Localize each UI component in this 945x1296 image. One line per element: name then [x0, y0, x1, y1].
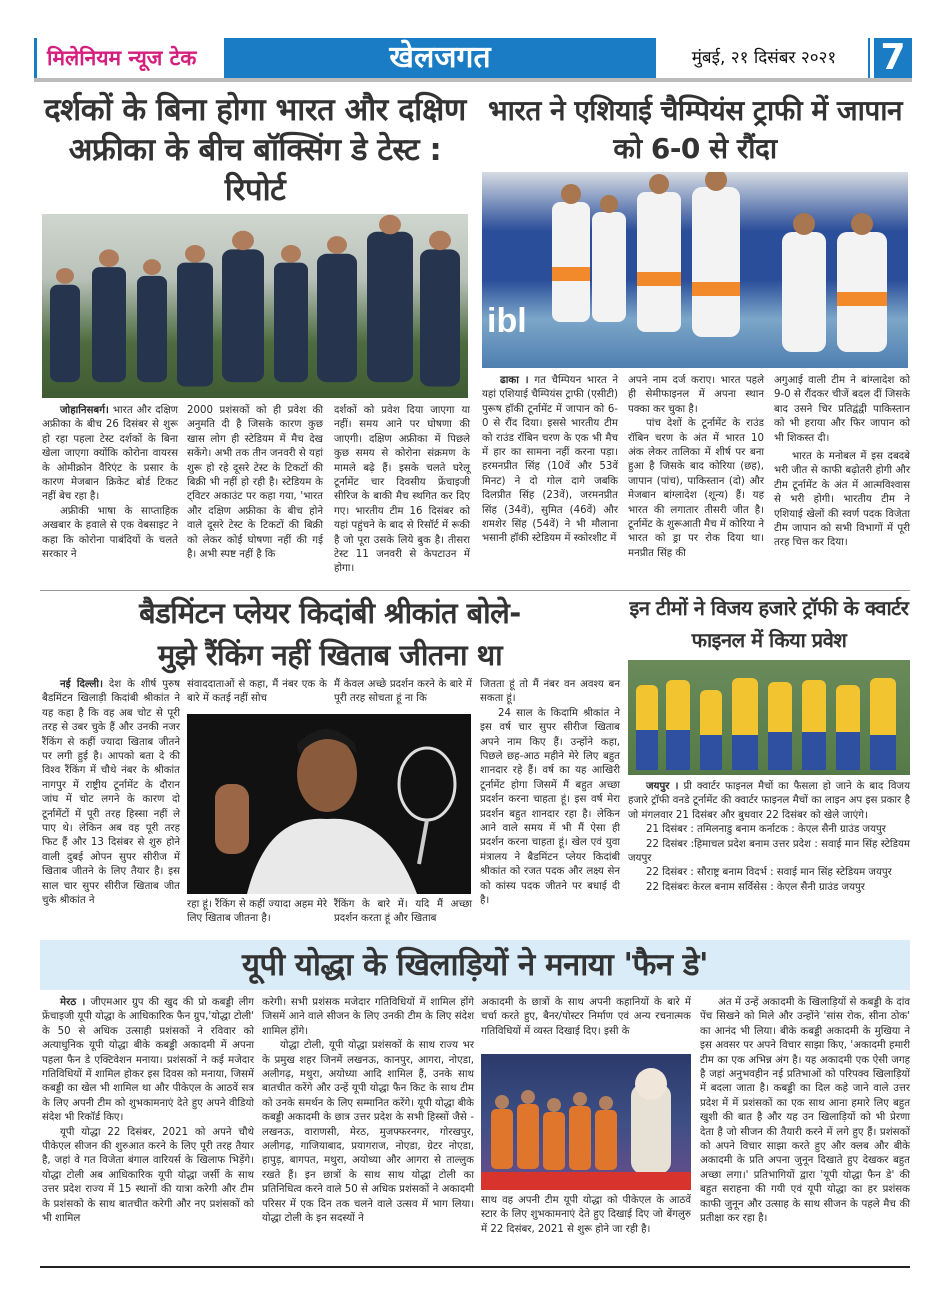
- story1-dateline: जोहानिसबर्ग।: [60, 405, 109, 416]
- story5-col2a-text: करेगी। सभी प्रशंसक मजेदार गतिविधियों में शामिल होंगे जिसमें आने वाले सीजन के लिए उनकी टीम के लिए संदेश शामिल होंगे।: [262, 997, 474, 1037]
- fixture-item: 21 दिसंबर : तमिलनाडु बनाम कर्नाटक : केएल सैनी ग्राउंड जयपुर: [646, 824, 886, 836]
- story3-col4: [480, 678, 620, 909]
- hockey-players-image: [482, 172, 908, 368]
- story3-col1: [42, 678, 180, 909]
- story5-col3-top: अकादमी के छात्रों के साथ अपनी कहानियों के बारे में चर्चा करते हुए, बैनर/पोस्टर निर्माण एवं अन्य रचनात्मक गतिविधियों में व्यस्त दिखाई दिए। इसी के: [481, 997, 691, 1037]
- story3-headline-line2: मुझे रैंकिंग नहीं खिताब जीतना था: [157, 638, 503, 672]
- page-number: 7: [870, 38, 912, 78]
- story3-headline: [40, 592, 620, 676]
- masthead: [34, 38, 912, 82]
- story5-col2b-text: योद्धा टोली, यूपी योद्धा प्रशंसकों के साथ राज्य भर के प्रमुख शहर जिनमें लखनऊ, कानपुर, आगरा, नोएडा, अलीगढ़, मथुरा, अयोध्या आदि शामिल हैं, उनके साथ बातचीत करेंगे और उन्हें यूपी योद्धा फैन किट के साथ टीम को उनके समर्थन के लिए सम्मानित करेंगे। यूपी योद्धा बीके कबड्डी अकादमी के छात्र उत्तर प्रदेश के सभी हिस्सों जैसे - लखनऊ, वाराणसी, मेरठ, मुजफ्फरनगर, गोरखपुर, अलीगढ़, गाजियाबाद, प्रयागराज, नोएडा, ग्रेटर नोएडा, हापुड़, बागपत, मथुरा, अयोध्या और आगरा से ताल्लुक रखते हैं। इन छात्रों के साथ साथ योद्धा टोली का प्रतिनिधित्व करने वाले 50 से अधिक प्रशंसकों ने अकादमी परिसर में एक दिन तक चलने वाले उत्सव में भाग लिया। योद्धा टोली के इन सदस्यों ने: [262, 1040, 474, 1225]
- story1-col1-text: भारत और दक्षिण अफ्रीका के बीच 26 दिसंबर से शुरू हो रहा पहला टेस्ट दर्शकों के बिना खेला जाएगा क्योंकि कोरोना वायरस के ओमीक्रोन वैरिएंट के प्रसार के कारण मेजबान क्रिकेट बोर्ड टिकट नहीं बेच रहा है।: [42, 405, 178, 503]
- paper-name: मिलेनियम न्यूज टेक: [34, 38, 222, 78]
- story2-col1: [482, 374, 618, 547]
- story5-col1a-text: जीएमआर ग्रुप की खुद की प्रो कबड्डी लीग फ्रेंचाइजी यूपी योद्धा के आधिकारिक फैन ग्रुप,'योद्धा टोली' के 50 से अधिक उत्साही प्रशंसकों ने रविवार को अत्याधुनिक यूपी योद्धा बीके कबड्डी अकादमी में अपना पहला फैन डे एक्टिवेशन मनाया। प्रशंसकों ने कई मजेदार गतिविधियों में शामिल होकर इस दिवस को मनाया, जिसमें कबड्डी का खेल भी शामिल था और पीकेएल के आठवें सत्र के लिए अपनी टीम को शुभकामनाएं देते हुए अपने वीडियो संदेश भी रिकॉर्ड किए।: [42, 997, 254, 1124]
- story2-col2a-text: अपने नाम दर्ज कराए। भारत पहले ही सेमीफाइनल में अपना स्थान पक्का कर चुका है।: [628, 375, 764, 415]
- cricket-players-image: [42, 214, 468, 398]
- story5-col1: [42, 996, 254, 1227]
- bottom-rule: [40, 1266, 910, 1268]
- story4-headline: इन टीमों ने विजय हजारे ट्रॉफी के क्वार्टर फाइनल में किया प्रवेश: [629, 596, 909, 652]
- fixture-item: 22 दिसंबर :हिमाचल प्रदेश बनाम उत्तर प्रदेश : सवाई मान सिंह स्टेडियम जयपुर: [628, 838, 910, 865]
- story2-col2: [628, 374, 764, 561]
- kabaddi-fans-photo: [481, 1054, 691, 1190]
- story1-headline: दर्शकों के बिना होगा भारत और दक्षिण अफ्रीका के बीच बॉक्सिंग डे टेस्ट : रिपोर्ट: [44, 92, 466, 208]
- story3-col3-top: मैं केवल अच्छे प्रदर्शन करने के बारे में पूरी तरह सोचता हूं ना कि: [334, 679, 472, 705]
- fixture-item: 22 दिसंबर : सौराष्ट्र बनाम विदर्भ : सवाई मान सिंह स्टेडियम जयपुर: [646, 867, 892, 879]
- story4-body: [628, 780, 910, 895]
- story3-headline-line1: बैडमिंटन प्लेयर किदांबी श्रीकांत बोले-: [139, 596, 521, 630]
- story4-dateline: जयपुर ।: [646, 781, 679, 792]
- story2-col1-text: गत चैम्पियन भारत ने यहां एशियाई चैम्पियंस ट्राफी (एसीटी) पुरूष हॉकी टूर्नामेंट में जापान को 6-0 से रौंद दिया। इससे भारतीय टीम को राउंड रॉबिन चरण के एक भी मैच में हार का सामना नहीं करना पड़ा। हरमनप्रीत सिंह (10वें और 53वें मिनट) ने दो गोल दागे जबकि दिलप्रीत सिंह (23वें), जरमनप्रीत सिंह (34वें), सुमित (46वें) और शमशेर सिंह (54वें) ने भी मौलाना भसानी हॉकी स्टेडियम में स्कोरशीट में: [482, 375, 618, 545]
- story2-col3a-text: अगुआई वाली टीम ने बांग्लादेश को 9-0 से रौंदकर चीजें बदल दीं जिसके बाद उसने चिर प्रतिद्वंद्वी पाकिस्तान को भी हराया और फिर जापान को भी शिकस्त दी।: [774, 375, 910, 444]
- story5-banner: [40, 940, 910, 990]
- badminton-player-photo: [187, 714, 471, 894]
- story3-col4b-text: 24 साल के किदामि श्रीकांत ने इस वर्ष चार सुपर सीरीज खिताब अपने नाम किए हैं। उन्होंने कहा, पिछले छह-आठ महीने मेरे लिए बहुत शानदार रहे हैं। वर्ष का यह आखिरी टूर्नामेंट होगा जिसमें मैं बहुत अच्छा प्रदर्शन करना चाहता हूं। इस वर्ष मेरा प्रदर्शन बहुत शानदार रहा है। लेकिन आने वाले समय में भी मैं ऐसा ही प्रदर्शन करना चाहता हूं। खेल एवं युवा मंत्रालय ने बैडमिंटन प्लेयर किदांबी श्रीकांत को रजत पदक और लक्ष्य सेन को कांस्य पदक जीतने पर बधाई दी है।: [480, 707, 620, 907]
- story2-dateline: ढाका ।: [500, 375, 529, 386]
- yellow-jersey-players-image: [628, 660, 910, 775]
- cricket-team-photo: [42, 214, 468, 398]
- story1-col3: दर्शकों को प्रवेश दिया जाएगा या नहीं। समय आने पर घोषणा की जाएगी। दक्षिण अफ्रीका में पिछले कुछ समय से कोरोना संक्रमण के मामले बढ़े हैं। इसके चलते घरेलू टूर्नामेंट चार दिवसीय फ्रेंचाइजी सीरिज के बाकी मैच स्थगित कर दिए गए। भारतीय टीम 16 दिसंबर को यहां पहुंचने के बाद से रिसॉर्ट में रूकी है जो पूरा उसके लिये बुक है। तीसरा टेस्ट 11 जनवरी से केपटाउन में होगा।: [334, 405, 470, 575]
- kabaddi-team-image: [481, 1054, 691, 1190]
- story3-col1-text: देश के शीर्ष पुरुष बैडमिंटन खिलाड़ी किदांबी श्रीकांत ने यह कहा है कि वह अब चोट से पूरी तरह से उबर चुके हैं और उनकी नजर रैंकिंग से कहीं ज्यादा खिताब जीतने पर लगी हुई है। आपको बता दे की विश्व रैंकिंग में चौथे नंबर के श्रीकांत नागपुर में राष्ट्रीय टूर्नामेंट के दौरान जांघ में चोट लगने के कारण दो टूर्नामेंटों में पूरी तरह हिस्सा नहीं ले पाए थे। लेकिन अब वह पूरी तरह फिट हैं और 13 दिसंबर से शुरु होने वाली दुबई ओपन सुपर सीरीज में खिताब जीतने के लिए तैयार है। इस साल चार सुपर सीरीज खिताब जीत चुके श्रीकांत ने: [42, 679, 180, 907]
- story3-col2-bottom: रहा हूं। रैंकिंग से कहीं ज्यादा अहम मेरे लिए खिताब जीतना है।: [187, 899, 327, 925]
- story3-dateline: नई दिल्ली।: [60, 679, 103, 690]
- badminton-player-image: [187, 714, 471, 894]
- story1-col2: 2000 प्रशंसकों को ही प्रवेश की अनुमति दी है जिसके कारण कुछ खास लोग ही स्टेडियम में मैच देख सकेंगे। अभी तक तीन जनवरी से यहां शुरू हो रहे दूसरे टेस्ट के टिकटों की बिक्री भी नहीं हो रही है। स्टेडियम के ट्विटर अकाउंट पर कहा गया, 'भारत और दक्षिण अफ्रीका के बीच होने वाले दूसरे टेस्ट के टिकटों की बिक्री को लेकर कोई घोषणा नहीं की गई है। अभी स्पष्ट नहीं है कि: [187, 405, 323, 561]
- story1-col1b-text: अफ्रीकी भाषा के साप्ताहिक अखबार के हवाले से एक वेबसाइट ने कहा कि कोरोना पाबंदियों के चलते सरकार ने: [42, 505, 178, 561]
- cricket-fielders-photo: [628, 660, 910, 775]
- story5-headline: यूपी योद्धा के खिलाड़ियों ने मनाया 'फैन डे': [242, 947, 708, 983]
- story1-col1: [42, 404, 178, 562]
- story2-col3b-text: भारत के मनोबल में इस दबदबे भरी जीत से काफी बढ़ोतरी होगी और टीम टूर्नामेंट के अंत में आत्मविश्वास से भरी होगी। भारतीय टीम ने एशियाई खेलों की स्वर्ण पदक विजेता टीम जापान को सभी विभागों में पूरी तरह चित्त कर दिया।: [774, 451, 910, 549]
- story2-headline: भारत ने एशियाई चैम्पियंस ट्राफी में जापान को 6-0 से रौंदा: [487, 94, 903, 165]
- story4-intro: प्री क्वार्टर फाइनल मैचों का फैसला हो जाने के बाद विजय हजारे ट्रॉफी वनडे टूर्नामेंट की क्वार्टर फाइनल मैचों का लाइन अप इस प्रकार है जो मंगलवार 21 दिसंबर और बुधवार 22 दिसंबर को खेले जाएंगे।: [628, 781, 910, 821]
- fixture-item: 22 दिसंबरः केरल बनाम सर्विसेस : केएल सैनी ग्राउंड जयपुर: [646, 881, 865, 893]
- story3-col3-bottom: रैंकिंग के बारे में। यदि मैं अच्छा प्रदर्शन करता हूं और खिताब: [334, 899, 472, 925]
- story5-col4-text: अंत में उन्हें अकादमी के खिलाड़ियों से कबड्डी के दांव पेंच सिखने को मिले और उन्होंने 'सांस रोक, सीना ठोक' का आनंद भी लिया। बीके कबड्डी अकादमी के मुखिया ने इस अवसर पर अपने विचार साझा किए, 'अकादमी हमारी टीम का एक अभिन्न अंग है। यह अकादमी एक ऐसी जगह है जहां अनुभवहीन नई प्रतिभाओं को परिपक्व खिलाड़ियों में बदला जाता है। कबड्डी का दिल कहे जाने वाले उत्तर प्रदेश में में प्रशंसकों का एक साथ आना हमारे लिए बहुत खुशी की बात है और यह उन खिलाड़ियों को भी प्रेरणा देता है जो सीजन की तैयारी करने में लगे हुए हैं। प्रशंसकों को अपने विचार साझा करते हुए और क्लब और बीके अकादमी के प्रति अपना जुनून दिखाते हुए देखकर बहुत अच्छा लगा।' प्रतिभागियों द्वारा 'यूपी योद्धा फैन डे' की बहुत सराहना की गयी एवं यूपी योद्धा का हर प्रशंसक काफी जुनून और उत्साह के साथ सीजन के पहले मैच की प्रतीक्षा कर रहा है।: [700, 997, 910, 1225]
- story5-dateline: मेरठ ।: [60, 997, 86, 1008]
- story2-col2b-text: पांच देशों के टूर्नामेंट के राउंड रॉबिन चरण के अंत में भारत 10 अंक लेकर तालिका में शीर्ष पर बना हुआ है जिसके बाद कोरिया (छह), जापान (पांच), पाकिस्तान (दो) और मेजबान बांग्लादेश (शून्य) हैं। यह भारत की लगातार तीसरी जीत है। टूर्नामेंट के शुरूआती मैच में कोरिया ने भारत को ड्रा पर रोक दिया था। मनप्रीत सिंह की: [628, 418, 764, 559]
- story3-col4a-text: जितता हूं तो मैं नंबर वन अवश्य बन सकता हूं।: [480, 679, 620, 705]
- section-title: खेलजगत: [224, 38, 656, 78]
- dateline: मुंबई, २१ दिसंबर २०२१: [691, 48, 837, 68]
- hockey-team-photo: [482, 172, 908, 368]
- sponsor-logo: ibl: [487, 302, 527, 340]
- divider: [40, 590, 910, 591]
- story2-col3: [774, 374, 910, 551]
- story5-col4: [700, 996, 910, 1227]
- story3-col2-top: संवाददाताओं से कहा, मैं नंबर एक के बारे में कतई नहीं सोच: [187, 679, 327, 705]
- story5-col2: [262, 996, 474, 1227]
- story5-col3-bottom: साथ वह अपनी टीम यूपी योद्धा को पीकेएल के आठवें स्टार के लिए शुभकामनाएं देते हुए दिखाई दिए जो बेंगलुरु में 22 दिसंबर, 2021 से शुरू होने जा रही है।: [481, 1195, 691, 1235]
- story5-col1b-text: यूपी योद्धा 22 दिसंबर, 2021 को अपने चौथे पीकेएल सीजन की शुरुआत करने के लिए पूरी तरह तैयार है, जहां वे गत विजेता बंगाल वारियर्स के खिलाफ भिड़ेंगे। योद्धा टोली अब आधिकारिक यूपी योद्धा जर्सी के साथ उत्तर प्रदेश राज्य में 15 स्थानों की यात्रा करेगी और टीम के प्रशंसको के साथ बातचीत करेगी और नए प्रशंसकों को भी शामिल: [42, 1126, 254, 1225]
